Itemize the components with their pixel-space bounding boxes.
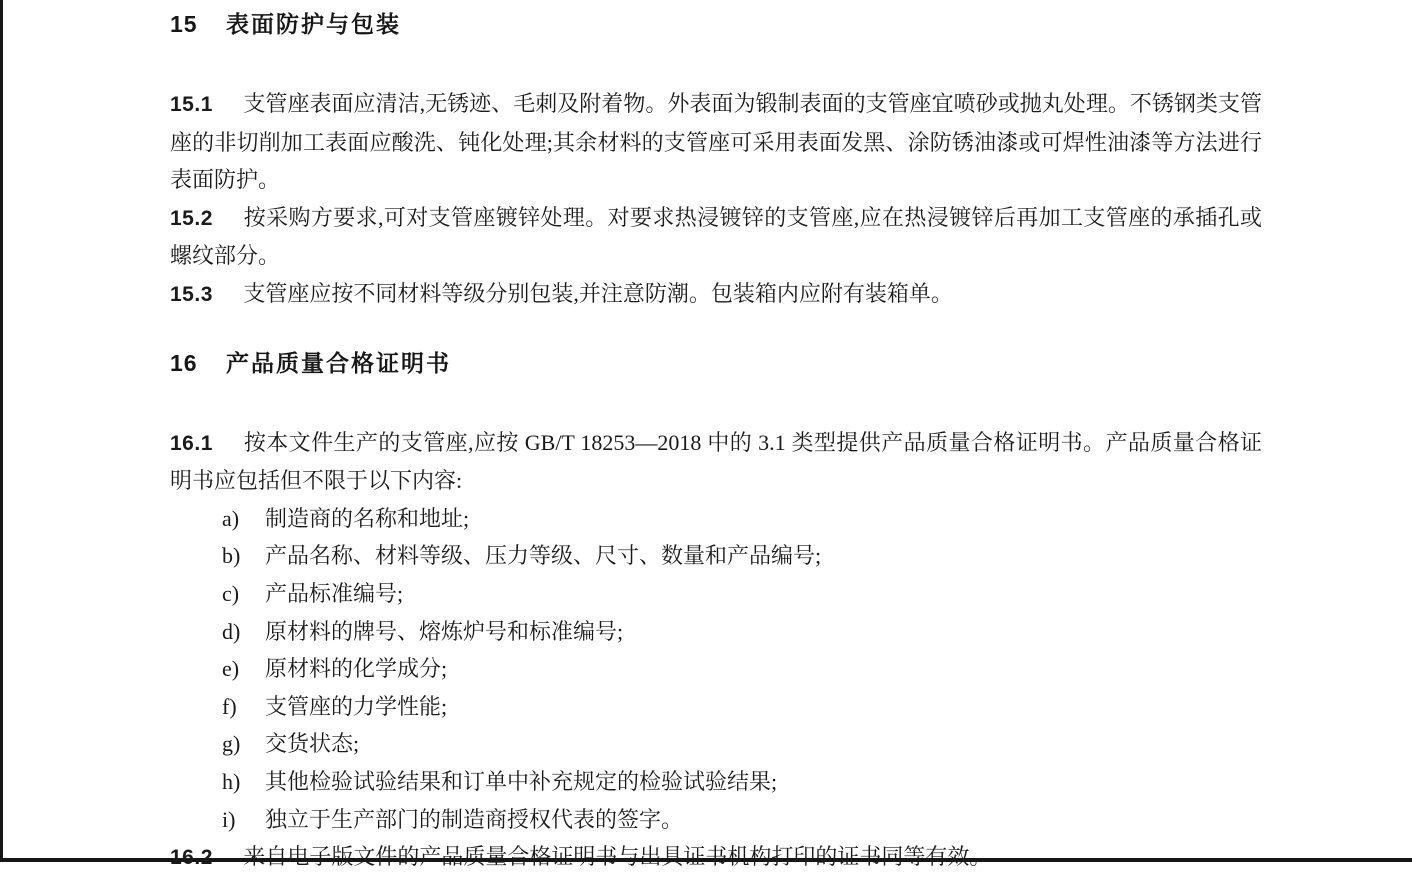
- section-16-title: 产品质量合格证明书: [225, 349, 451, 376]
- list-item-d-label: d): [222, 618, 241, 644]
- list-item-g-text: 交货状态;: [265, 731, 360, 757]
- list-item-e: [170, 650, 1262, 688]
- list-item-h: [170, 763, 1262, 801]
- section-15-heading: [170, 9, 1262, 39]
- list-item-g-label: g): [222, 731, 241, 757]
- list-item-c-text: 产品标准编号;: [265, 580, 404, 606]
- clause-16-1: [170, 424, 1262, 500]
- list-item-i-label: i): [222, 806, 236, 832]
- list-item-h-text: 其他检验试验结果和订单中补充规定的检验试验结果;: [265, 768, 778, 794]
- section-15-title: 表面防护与包装: [225, 11, 401, 37]
- clause-16-1-number: 16.1: [170, 431, 213, 455]
- clause-16-1-list: [170, 500, 1262, 838]
- section-16-heading: [170, 348, 1262, 378]
- clause-15-3-text: 支管座应按不同材料等级分别包装,并注意防潮。包装箱内应附有装箱单。: [243, 280, 953, 306]
- clause-16-1-text: 按本文件生产的支管座,应按 GB/T 18253—2018 中的 3.1 类型提供产品质量合格证明书。产品质量合格证明书应包括但不限于以下内容:: [170, 429, 1263, 494]
- clause-15-2-text: 按采购方要求,可对支管座镀锌处理。对要求热浸镀锌的支管座,应在热浸镀锌后再加工支管座的承插孔或螺纹部分。: [170, 204, 1262, 269]
- list-item-b-label: b): [222, 543, 241, 569]
- list-item-c: [170, 575, 1262, 613]
- section-16-number: 16: [170, 349, 198, 376]
- list-item-f-text: 支管座的力学性能;: [265, 693, 448, 719]
- list-item-b: [170, 537, 1262, 575]
- list-item-f: [170, 688, 1262, 726]
- list-item-d: [170, 613, 1262, 651]
- list-item-e-label: e): [222, 656, 240, 682]
- clause-16-2: [170, 838, 1262, 877]
- list-item-f-label: f): [222, 693, 237, 719]
- clause-15-1: [170, 85, 1262, 199]
- clause-15-3-number: 15.3: [170, 282, 213, 306]
- list-item-a-text: 制造商的名称和地址;: [265, 505, 470, 531]
- clause-15-1-number: 15.1: [170, 93, 213, 116]
- list-item-a-label: a): [222, 505, 240, 531]
- clause-15-3: [170, 275, 1262, 314]
- clause-15-1-text: 支管座表面应清洁,无锈迹、毛刺及附着物。外表面为锻制表面的支管座宜喷砂或抛丸处理。不锈钢类支管座的非切削加工表面应酸洗、钝化处理;其余材料的支管座可采用表面发黑、涂防锈油漆或可焊性油漆等方法进行表面防护。: [170, 91, 1262, 193]
- list-item-i: [170, 801, 1262, 839]
- clause-15-2: [170, 199, 1262, 275]
- list-item-d-text: 原材料的牌号、熔炼炉号和标准编号;: [265, 618, 624, 644]
- list-item-c-label: c): [222, 580, 240, 606]
- list-item-h-label: h): [222, 768, 241, 794]
- list-item-a: [170, 500, 1262, 538]
- list-item-b-text: 产品名称、材料等级、压力等级、尺寸、数量和产品编号;: [265, 543, 822, 569]
- clause-15-2-number: 15.2: [170, 206, 213, 230]
- clause-16-2-text: 来自电子版文件的产品质量合格证明书与出具证书机构打印的证书同等有效。: [243, 844, 992, 870]
- document-content: [170, 0, 1262, 877]
- section-15-number: 15: [170, 11, 198, 37]
- page-left-border: [0, 0, 3, 862]
- list-item-i-text: 独立于生产部门的制造商授权代表的签字。: [265, 806, 684, 832]
- clause-16-2-number: 16.2: [170, 846, 213, 870]
- list-item-e-text: 原材料的化学成分;: [265, 656, 448, 682]
- list-item-g: [170, 725, 1262, 763]
